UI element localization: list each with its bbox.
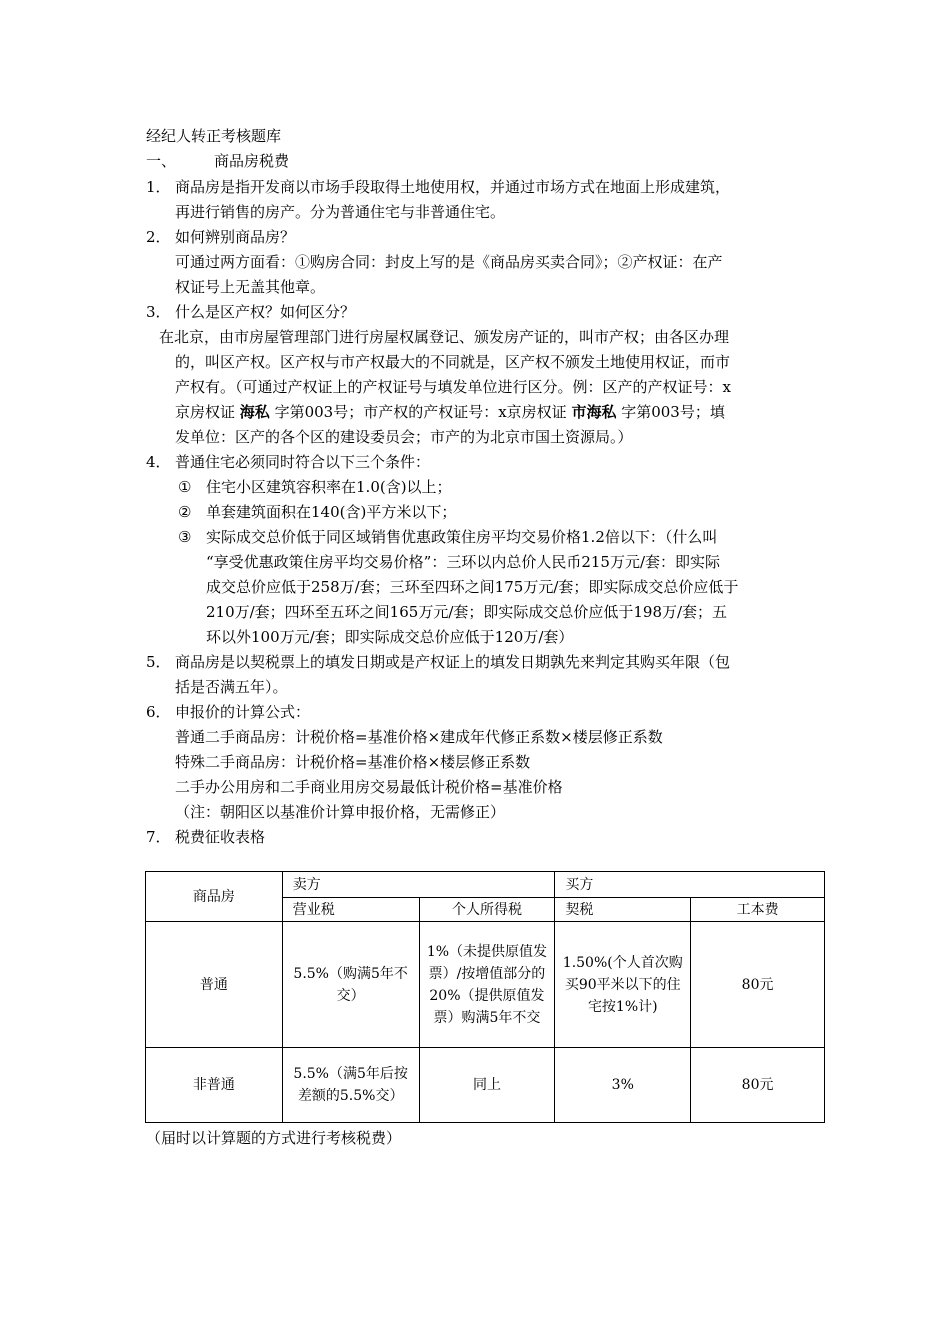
header-business-tax: 营业税 (282, 898, 419, 922)
q4-cont-line: 210万/套；四环至五环之间165万元/套；即实际成交总价应低于198万/套；五 (206, 603, 728, 621)
q3-line-4 (175, 400, 725, 424)
table-header-row (146, 872, 825, 898)
cell-income: 1%（未提供原值发票）/按增值部分的20%（提供原值发票）购满5年不交 (419, 922, 555, 1048)
q5-line: 商品房是以契税票上的填发日期或是产权证上的填发日期孰先来判定其购买年限（包 (175, 653, 731, 671)
q2-question: 如何辨别商品房？ (175, 228, 296, 246)
cell-fee: 80元 (691, 922, 825, 1048)
tax-table (145, 871, 825, 1123)
header-buyer: 买方 (555, 872, 825, 898)
q3-question: 什么是区产权？如何区分？ (175, 303, 356, 321)
cell-business: 5.5%（购满5年不交） (282, 922, 419, 1048)
header-deed-tax: 契税 (555, 898, 691, 922)
section-number: 一、 (146, 152, 177, 170)
q3-line: 发单位：区产的各个区的建设委员会；市产的为北京市国土资源局。） (175, 428, 633, 446)
q3-number: 3． (146, 303, 171, 321)
cell-deed: 1.50%(个人首次购买90平米以下的住宅按1%计) (555, 922, 691, 1048)
q1-line: 商品房是指开发商以市场手段取得土地使用权，并通过市场方式在地面上形成建筑， (175, 178, 731, 196)
q4-cont-line: 成交总价应低于258万/套；三环至四环之间175万元/套；即实际成交总价应低于 (206, 578, 739, 596)
q5-number: 5． (146, 653, 171, 671)
cell-type: 非普通 (146, 1048, 283, 1123)
q6-note: （注：朝阳区以基准价计算申报价格，无需修正） (175, 803, 506, 821)
q4-cont-line: 环以外100万元/套；即实际成交总价应低于120万/套） (206, 628, 574, 646)
q4-item-text: 单套建筑面积在140(含)平方米以下； (206, 503, 457, 521)
q4-question: 普通住宅必须同时符合以下三个条件： (175, 453, 431, 471)
q4-cont-line: “享受优惠政策住房平均交易价格”：三环以内总价人民币215万元/套：即实际 (206, 553, 721, 571)
q3-text: 京房权证 (175, 403, 240, 421)
q6-line: 二手办公用房和二手商业用房交易最低计税价格=基准价格 (175, 778, 563, 796)
table-row (146, 1048, 825, 1123)
table-row (146, 922, 825, 1048)
header-house-type: 商品房 (146, 872, 283, 922)
cell-type: 普通 (146, 922, 283, 1048)
q4-item-mark: ① (178, 478, 192, 496)
cell-business: 5.5%（满5年后按差额的5.5%交） (282, 1048, 419, 1123)
q1-number: 1． (146, 178, 171, 196)
header-seller: 卖方 (282, 872, 555, 898)
q3-line: 产权有。（可通过产权证上的产权证号与填发单位进行区分。例：区产的产权证号：x (175, 378, 731, 396)
cell-fee: 80元 (691, 1048, 825, 1123)
q4-item-mark: ② (178, 503, 192, 521)
q6-line: 特殊二手商品房：计税价格=基准价格×楼层修正系数 (175, 753, 531, 771)
q1-line: 再进行销售的房产。分为普通住宅与非普通住宅。 (175, 203, 506, 221)
header-income-tax: 个人所得税 (419, 898, 555, 922)
q6-line: 普通二手商品房：计税价格=基准价格×建成年代修正系数×楼层修正系数 (175, 728, 663, 746)
cell-deed: 3% (555, 1048, 691, 1123)
footer-note: （届时以计算题的方式进行考核税费） (146, 1129, 402, 1147)
q3-bold-text: 海私 (239, 403, 270, 421)
doc-title: 经纪人转正考核题库 (146, 127, 282, 145)
q2-line: 权证号上无盖其他章。 (175, 278, 326, 296)
q2-number: 2． (146, 228, 171, 246)
q3-line: 的，叫区产权。区产权与市产权最大的不同就是，区产权不颁发土地使用权证，而市 (175, 353, 731, 371)
header-fee: 工本费 (691, 898, 825, 922)
section-heading: 商品房税费 (214, 152, 290, 170)
q6-number: 6． (146, 703, 171, 721)
q7-number: 7． (146, 828, 171, 846)
q2-line: 可通过两方面看：①购房合同：封皮上写的是《商品房买卖合同》；②产权证：在产 (175, 253, 723, 271)
q4-number: 4． (146, 453, 171, 471)
q6-question: 申报价的计算公式： (175, 703, 311, 721)
q4-item-text: 实际成交总价低于同区域销售优惠政策住房平均交易价格1.2倍以下：（什么叫 (206, 528, 718, 546)
q3-bold-text: 市海私 (571, 403, 617, 421)
q3-text: 字第003号；填 (616, 403, 725, 421)
q4-item-mark: ③ (178, 528, 192, 546)
q7-question: 税费征收表格 (175, 828, 266, 846)
q5-line: 括是否满五年）。 (175, 678, 288, 696)
q3-text: 字第003号；市产权的产权证号：x京房权证 (269, 403, 572, 421)
q3-line: 在北京，由市房屋管理部门进行房屋权属登记、颁发房产证的，叫市产权；由各区办理 (159, 328, 730, 346)
cell-income: 同上 (419, 1048, 555, 1123)
q4-item-text: 住宅小区建筑容积率在1.0(含)以上； (206, 478, 452, 496)
